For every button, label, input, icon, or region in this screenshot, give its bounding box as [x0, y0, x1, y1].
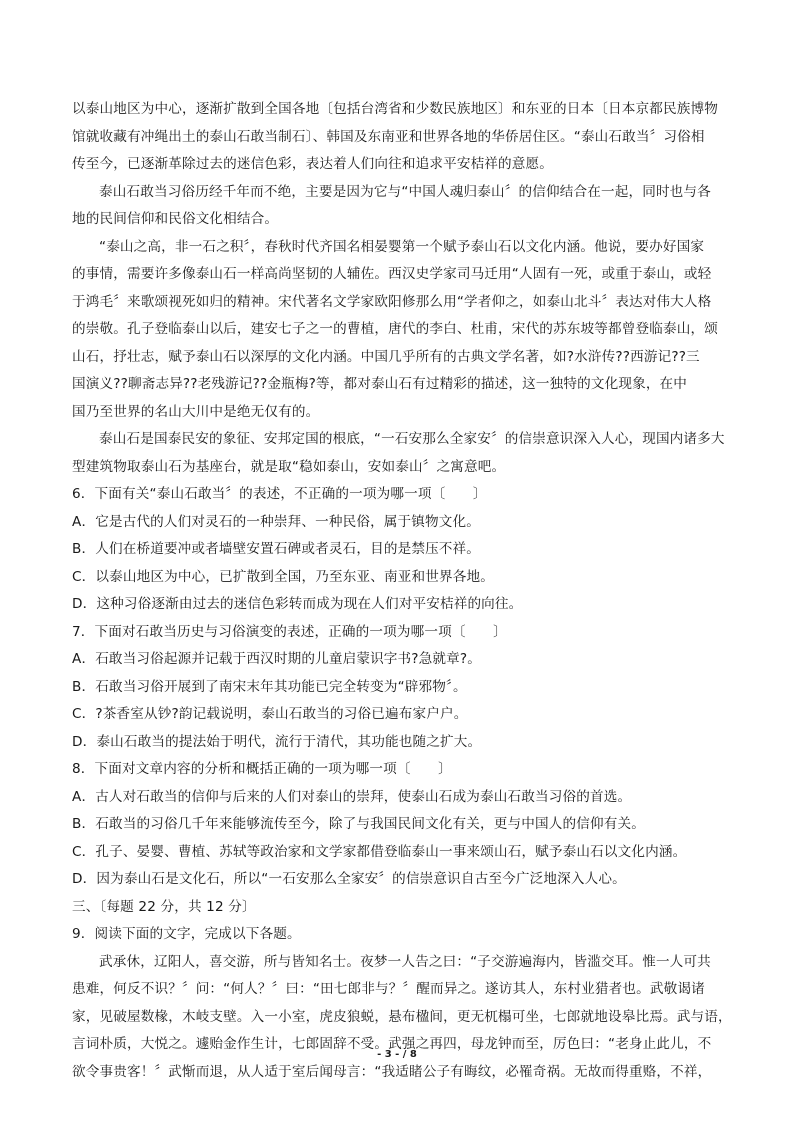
- text-line: 馆就收藏有冲绳出土的泰山石敢当制石〕、韩国及东南亚和世界各地的华侨居住区。“泰山石敢当〞习俗相: [72, 128, 705, 145]
- answer-option: B．石敢当的习俗几千年来能够流传至今，除了与我国民间文化有关，更与中国人的信仰有关。: [72, 816, 645, 832]
- text-line: 型建筑物取泰山石为基座台，就是取“稳如泰山，安如泰山〞之寓意吧。: [72, 458, 506, 475]
- text-line: 言词朴质，大悦之。遽贻金作生计，七郎固辞不受。武强之再四，母龙钟而至，厉色曰：“老身止此儿，不: [72, 1036, 712, 1052]
- answer-option: A．它是古代的人们对灵石的一种崇拜、一种民俗，属于镇物文化。: [72, 513, 481, 530]
- question-stem: 9．阅读下面的文字，完成以下各题。: [72, 926, 301, 942]
- page-number: - 3 - / 8: [377, 1049, 417, 1060]
- document-body: [72, 96, 732, 1086]
- answer-option: A．古人对石敢当的信仰与后来的人们对泰山的崇拜，使泰山石成为泰山石敢当习俗的首选。: [72, 788, 632, 805]
- text-line: 山石，抒壮志，赋予泰山石以深厚的文化内涵。中国几乎所有的古典文学名著，如?水浒传??西游记??三: [72, 348, 700, 365]
- text-line: 欲令事贵客！〞武惭而退，从人适于室后闻母言：“我适睹公子有晦纹，必罹奇祸。无故而得重赂，不祥，: [72, 1063, 712, 1080]
- answer-option: B．人们在桥道要冲或者墙壁安置石碑或者灵石，目的是禁压不祥。: [72, 541, 481, 557]
- answer-option: D．泰山石敢当的提法始于明代，流行于清代，其功能也随之扩大。: [72, 733, 482, 750]
- text-line: 传至今，已逐渐革除过去的迷信色彩，表达着人们向往和追求平安桔祥的意愿。: [72, 156, 554, 172]
- text-line: 以泰山地区为中心，逐渐扩散到全国各地〔包括台湾省和少数民族地区〕和东亚的日本〔日本京都民族博物: [72, 101, 718, 117]
- answer-option: A．石敢当习俗起源并记载于西汉时期的儿童启蒙识字书?急就章?。: [72, 651, 482, 667]
- answer-option: C．?茶香室从钞?韵记载说明，泰山石敢当的习俗已遍布家户户。: [72, 706, 468, 722]
- text-line: 地的民间信仰和民俗文化相结合。: [72, 211, 279, 227]
- text-line: 患难，何反不识？〞问：“何人？〞曰：“田七郎非与？〞醒而异之。遂访其人，东村业猎者也。武敬谒诸: [72, 981, 705, 997]
- question-stem: 8．下面对文章内容的分析和概括正确的一项为哪一项〔 〕: [72, 761, 452, 777]
- answer-option: C．以泰山地区为中心，已扩散到全国，乃至东亚、南亚和世界各地。: [72, 568, 494, 585]
- question-stem: 7．下面对石敢当历史与习俗演变的表述，正确的一项为哪一项〔 〕: [72, 623, 507, 640]
- section-heading: 三、〔每题 22 分，共 12 分〕: [72, 898, 256, 915]
- paragraph-start-line: “泰山之高，非一石之积〞，春秋时代齐国名相晏婴第一个赋予泰山石以文化内涵。他说，要办好国家: [99, 238, 705, 255]
- answer-option: B．石敢当习俗开展到了南宋末年其功能已完全转变为“辟邪物〞。: [72, 678, 467, 695]
- answer-option: D．因为泰山石是文化石，所以“一石安那么全家安〞的信崇意识自古至今广泛地深入人心。: [72, 871, 626, 887]
- text-line: 国乃至世界的名山大川中是绝无仅有的。: [72, 403, 320, 420]
- text-line: 家，见破屋数椽，木岐支壁。入一小室，虎皮狼蜕，悬布楹间，更无杌榻可坐，七郎就地设皋比焉。武与语，: [72, 1008, 732, 1025]
- question-stem: 6．下面有关“泰山石敢当〞的表述，不正确的一项为哪一项〔 〕: [72, 486, 487, 502]
- text-line: 于鸿毛〞来歌颂视死如归的精神。宋代著名文学家欧阳修那么用“学者仰之，如泰山北斗〞表达对伟大人格: [72, 293, 712, 310]
- answer-option: C．孔子、晏婴、曹植、苏轼等政治家和文学家都借登临泰山一事来颂山石，赋予泰山石以文化内涵。: [72, 843, 687, 860]
- text-line: 的事情，需要许多像泰山石一样高尚坚韧的人辅佐。西汉史学家司马迁用“人固有一死，或重于泰山，或轻: [72, 266, 712, 282]
- paragraph-start-line: 泰山石敢当习俗历经千年而不绝，主要是因为它与“中国人魂归泰山〞的信仰结合在一起，同时也与各: [99, 183, 711, 200]
- answer-option: D．这种习俗逐渐由过去的迷信色彩转而成为现在人们对平安桔祥的向往。: [72, 596, 523, 612]
- text-line: 的崇敬。孔子登临泰山以后，建安七子之一的曹植，唐代的李白、杜甫，宋代的苏东坡等都曾登临泰山，颂: [72, 321, 718, 337]
- paragraph-start-line: 武承休，辽阳人，喜交游，所与皆知名士。夜梦一人告之曰：“子交游遍海内，皆滥交耳。惟一人可共: [99, 953, 711, 970]
- text-line: 国演义??聊斋志异??老残游记??金瓶梅?等，都对泰山石有过精彩的描述，这一独特的文化现象，在中: [72, 376, 688, 392]
- paragraph-start-line: 泰山石是国泰民安的象征、安邦定国的根底，“一石安那么全家安〞的信崇意识深入人心，现国内诸多大: [99, 431, 725, 447]
